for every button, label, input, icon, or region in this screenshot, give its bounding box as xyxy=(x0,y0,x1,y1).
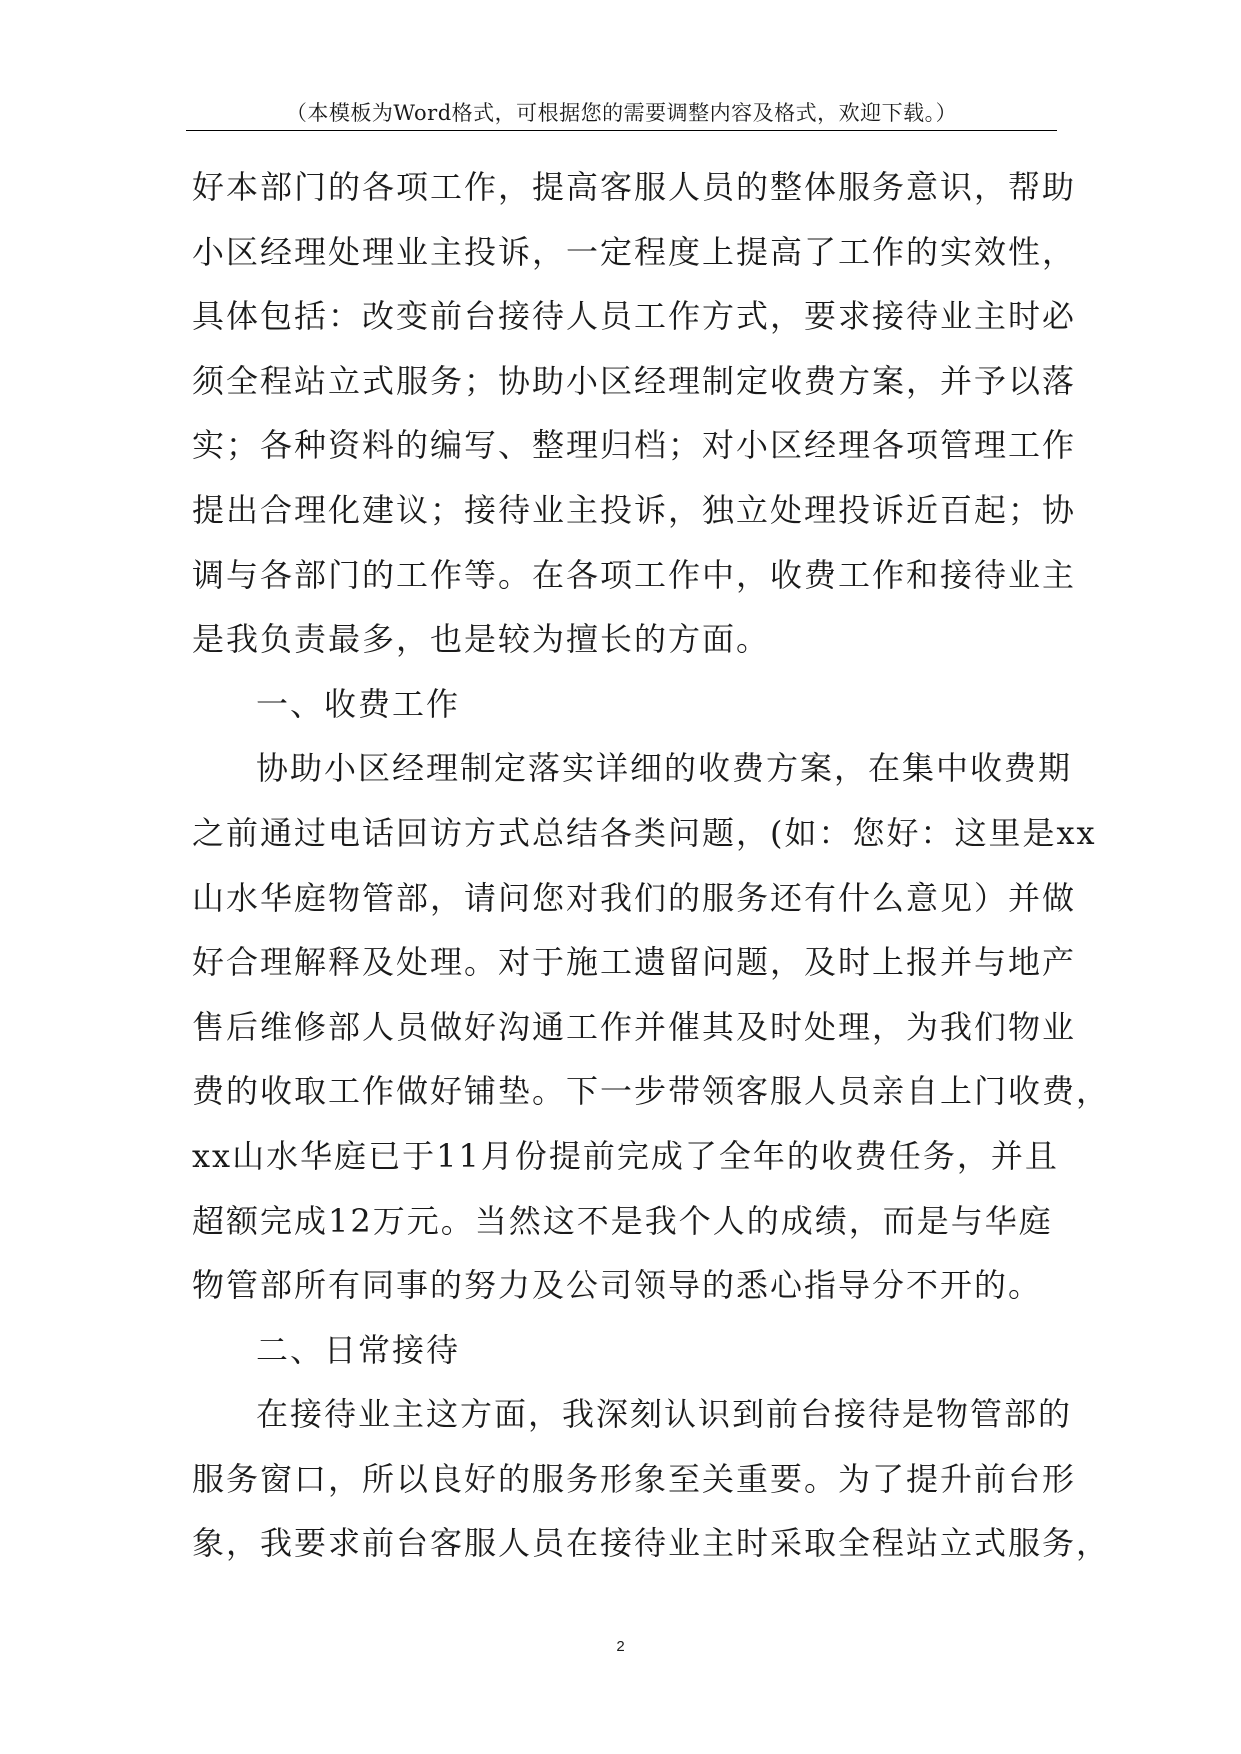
page-number: 2 xyxy=(616,1638,625,1655)
body-line: 费的收取工作做好铺垫。下一步带领客服人员亲自上门收费， xyxy=(192,1072,1111,1111)
paragraph-start-line: 在接待业主这方面，我深刻认识到前台接待是物管部的 xyxy=(256,1395,1073,1434)
body-line: 是我负责最多，也是较为擅长的方面。 xyxy=(192,620,771,659)
body-line: 小区经理处理业主投诉，一定程度上提高了工作的实效性， xyxy=(192,232,1077,271)
body-line: 物管部所有同事的努力及公司领导的悉心指导分不开的。 xyxy=(192,1266,1043,1305)
body-line: 之前通过电话回访方式总结各类问题，(如：您好：这里是xx xyxy=(192,813,1097,852)
body-line: xx山水华庭已于11月份提前完成了全年的收费任务，并且 xyxy=(192,1136,1059,1175)
body-line: 具体包括：改变前台接待人员工作方式，要求接待业主时必 xyxy=(192,297,1077,336)
body-line: 提出合理化建议；接待业主投诉，独立处理投诉近百起；协 xyxy=(192,490,1077,529)
body-line: 好本部门的各项工作，提高客服人员的整体服务意识，帮助 xyxy=(192,168,1077,206)
body-line: 山水华庭物管部，请问您对我们的服务还有什么意见）并做 xyxy=(192,878,1077,917)
body-line: 超额完成12万元。当然这不是我个人的成绩，而是与华庭 xyxy=(192,1201,1053,1240)
section-heading-fees: 一、收费工作 xyxy=(256,684,461,723)
paragraph-start-line: 协助小区经理制定落实详细的收费方案，在集中收费期 xyxy=(256,749,1073,788)
page-header: （本模板为Word格式，可根据您的需要调整内容及格式，欢迎下载。） xyxy=(285,101,958,125)
body-line: 须全程站立式服务；协助小区经理制定收费方案，并予以落 xyxy=(192,361,1077,400)
body-line: 调与各部门的工作等。在各项工作中，收费工作和接待业主 xyxy=(192,555,1077,594)
header-divider xyxy=(186,130,1057,131)
body-line: 服务窗口，所以良好的服务形象至关重要。为了提升前台形 xyxy=(192,1459,1077,1498)
body-line: 象，我要求前台客服人员在接待业主时采取全程站立式服务， xyxy=(192,1524,1111,1563)
body-line: 售后维修部人员做好沟通工作并催其及时处理，为我们物业 xyxy=(192,1007,1077,1046)
body-line: 实；各种资料的编写、整理归档；对小区经理各项管理工作 xyxy=(192,426,1077,465)
section-heading-reception: 二、日常接待 xyxy=(256,1330,461,1369)
document-body xyxy=(192,155,1111,1576)
body-line: 好合理解释及处理。对于施工遗留问题，及时上报并与地产 xyxy=(192,943,1077,982)
